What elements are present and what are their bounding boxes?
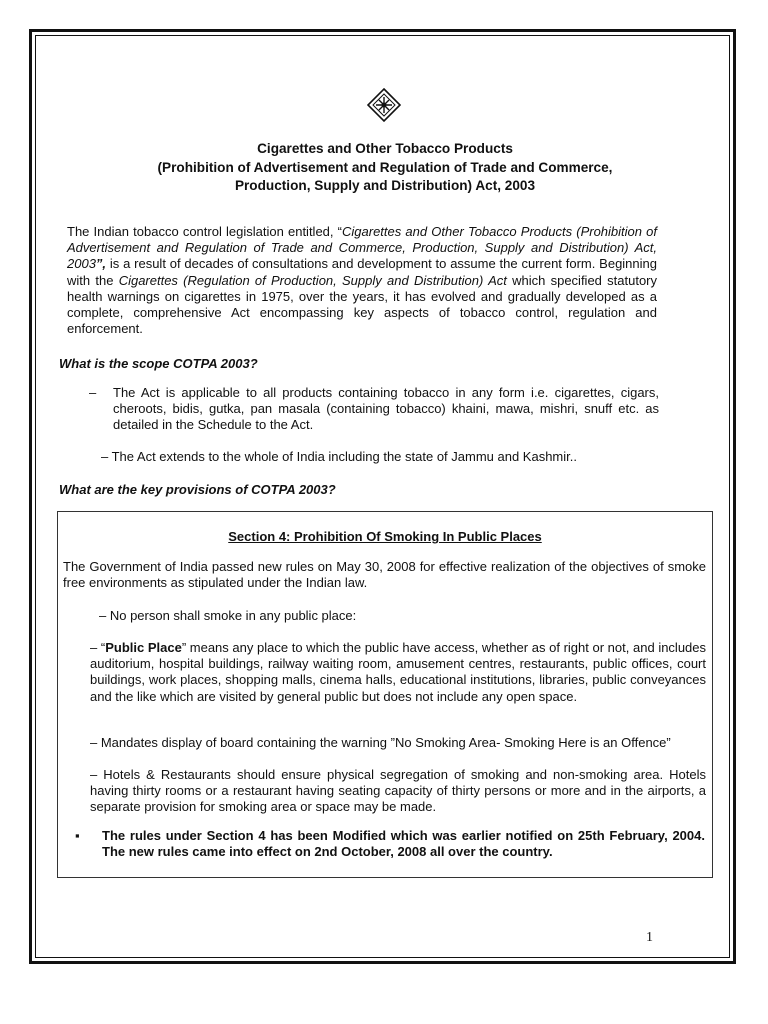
- section-4-item-no-smoking: – No person shall smoke in any public place:: [99, 608, 357, 623]
- dash-marker: –: [89, 385, 97, 400]
- section-4-intro: The Government of India passed new rules on May 30, 2008 for effective realization of the objectives of smoke free environments as stipulated under the Indian law.: [63, 559, 706, 591]
- section-4-item-public-place: [90, 640, 706, 705]
- act-title: Cigarettes and Other Tobacco Products (Prohibition of Advertisement and Regulation of Trade and Commerce, Production, Supply and Distribution) Act, 2003: [67, 224, 657, 272]
- intro-paragraph: [67, 224, 657, 337]
- act-title-close: ”,: [95, 256, 107, 272]
- diamond-emblem-icon: [367, 88, 401, 122]
- earlier-act-title: Cigarettes (Regulation of Production, Supply and Distribution) Act: [118, 272, 507, 288]
- section-4-notice: [75, 828, 705, 860]
- document-title: [60, 140, 710, 196]
- scope-question: What is the scope COTPA 2003?: [59, 356, 258, 371]
- scope-bullet-1: [89, 385, 659, 434]
- section-4-item-board: – Mandates display of board containing the warning ”No Smoking Area- Smoking Here is an Offence”: [90, 735, 671, 750]
- section-4-heading: Section 4: Prohibition Of Smoking In Public Places: [228, 529, 542, 544]
- scope-bullet-2: – The Act extends to the whole of India including the state of Jammu and Kashmir..: [101, 449, 577, 464]
- title-line-2: (Prohibition of Advertisement and Regulation of Trade and Commerce,: [157, 159, 613, 175]
- page-number: 1: [646, 930, 653, 945]
- section-4-item-hotels: – Hotels & Restaurants should ensure physical segregation of smoking and non-smoking area. Hotels having thirty rooms or a restaurant having seating capacity of thirty persons or more and in the airports, a separate provision for smoking area or space may be made.: [90, 767, 706, 815]
- section-4-notice-text: The rules under Section 4 has been Modified which was earlier notified on 25th February, 2004. The new rules came into effect on 2nd October, 2008 all over the country.: [102, 828, 705, 860]
- item-prefix: – “: [90, 640, 106, 655]
- intro-text: The Indian tobacco control legislation entitled, “: [67, 224, 343, 239]
- provisions-question: What are the key provisions of COTPA 2003?: [59, 482, 336, 497]
- scope-bullet-1-text: The Act is applicable to all products containing tobacco in any form i.e. cigarettes, cigars, cheroots, bidis, gutka, pan masala (containing tobacco) khaini, mawa, mishri, snuff etc. as detailed in the Schedule to the Act.: [113, 385, 659, 433]
- title-line-1: Cigarettes and Other Tobacco Products: [257, 141, 513, 156]
- public-place-definition: ” means any place to which the public have access, whether as of right or not, and includes auditorium, hospital buildings, railway waiting room, amusement centres, restaurants, public offices, court buildings, work places, shopping malls, cinema halls, educational institutions, libraries, public conveyances and the like which are visited by general public but does not include any open space.: [90, 640, 707, 704]
- intro-text: is a result of decades of consultations and development to assume the current form. Beginning with the: [67, 256, 657, 288]
- public-place-term: Public Place: [105, 640, 182, 655]
- title-line-3: Production, Supply and Distribution) Act, 2003: [234, 178, 536, 193]
- square-bullet-icon: ▪: [75, 828, 80, 843]
- intro-text: which specified statutory health warnings on cigarettes in 1975, over the years, it has evolved and gradually developed as a complete, comprehensive Act encompassing key aspects of tobacco control, regulation and enforcement.: [67, 272, 658, 337]
